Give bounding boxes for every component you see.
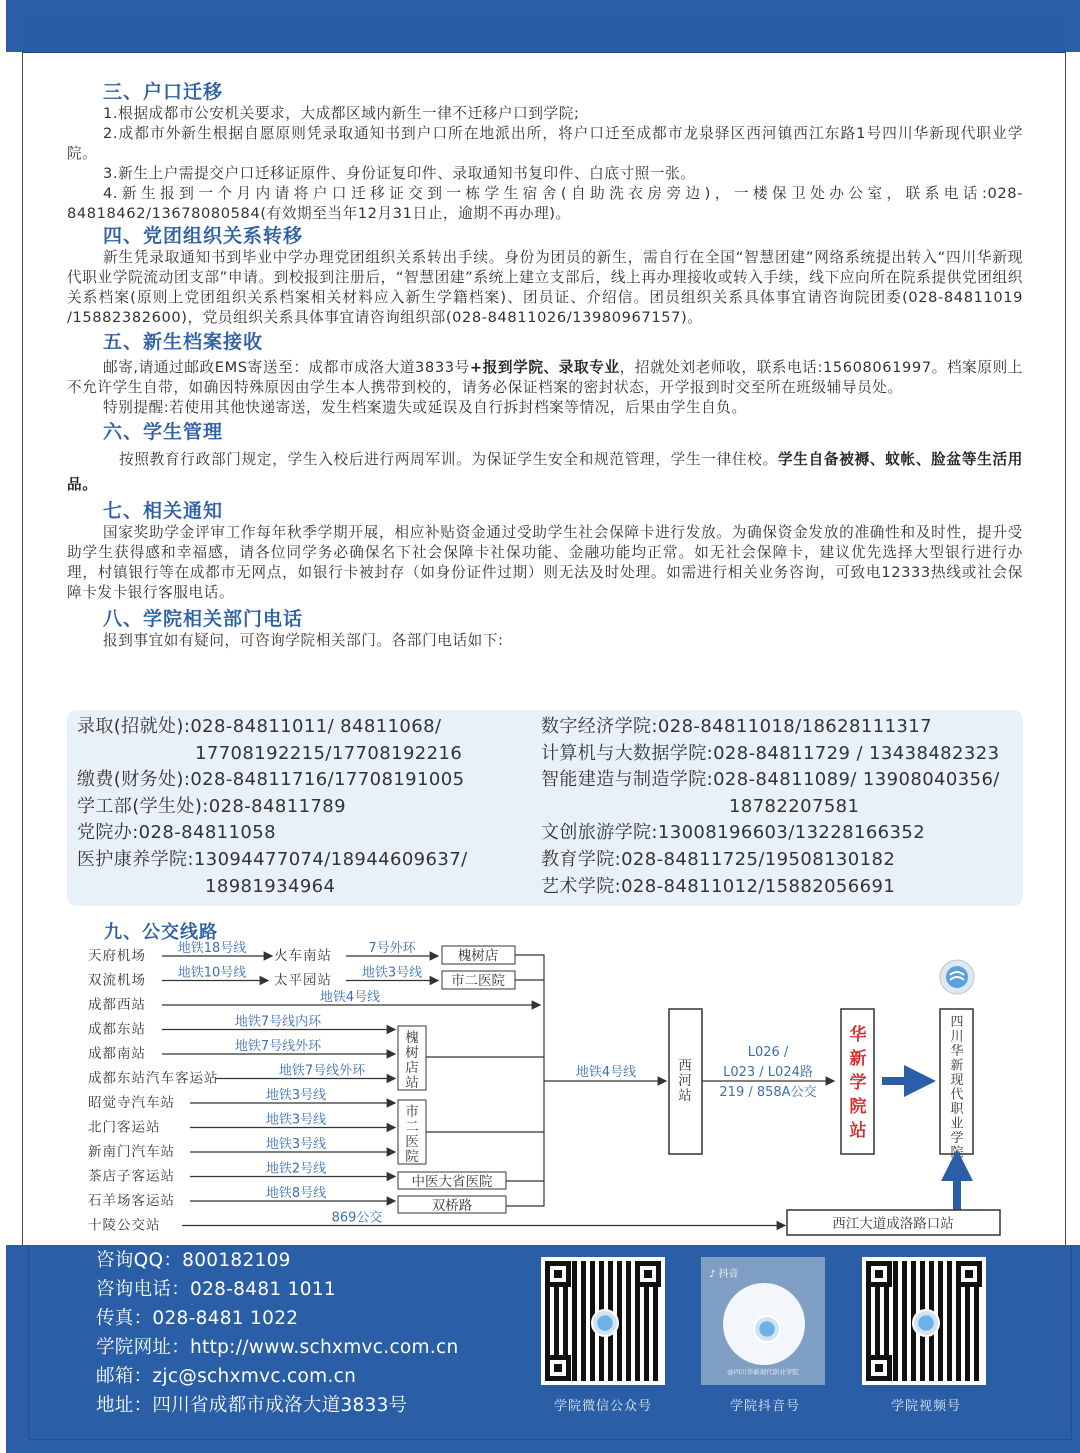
hukou-item-1: 1.根据成都市公安机关要求，大成都区域内新生一律不迁移户口到学院; [103, 105, 580, 122]
section-title-hukou: 三、户口迁移 [103, 81, 224, 103]
dept-label: 医护康养学院: [77, 848, 194, 870]
phones-intro: 报到事宜如有疑问，可咨询学院相关部门。各部门电话如下: [103, 632, 504, 649]
contact-email[interactable]: 邮箱：zjc@schxmvc.com.cn [96, 1366, 357, 1387]
box-xihe-station-label: 西河站 [678, 1058, 692, 1104]
route-origin: 昭觉寺汽车站 [88, 1095, 175, 1111]
dept-phone: 028-84811089/ 13908040356/ [713, 769, 1000, 791]
trunk-connectors [426, 955, 666, 1206]
box-tcm-hospital-label: 中医大省医院 [411, 1174, 493, 1190]
bus-line-label: L026 / [747, 1045, 789, 1060]
route-origin: 新南门汽车站 [88, 1144, 175, 1160]
douyin-qr-caption: 学院抖音号 [729, 1399, 800, 1414]
archive-text-b: ，招就处刘老师收，联系电话:15608061997。档案原则上不允许学生自带，如确因特殊原因由学生本人携带到校的，请务必保证档案的密封状态，开学报到时交至所在班级辅导员处。 [67, 359, 1024, 396]
dept-phone-cont: 18981934964 [205, 875, 336, 897]
phone-entry [541, 714, 1000, 741]
bus-line-label: 219 / 858A公交 [719, 1085, 817, 1100]
college-logo-icon [940, 960, 974, 994]
management-text-a: 按照教育行政部门规定，学生入校后进行两周军训。为保证学生安全和规范管理，学生一律住校。 [119, 451, 778, 468]
wechat-qr-caption: 学院微信公众号 [553, 1399, 652, 1414]
box-college-label: 四川华新现代职业学院 [950, 1015, 964, 1161]
bus-line-label: L023 / L024路 [723, 1065, 813, 1080]
wechat-qr-icon[interactable] [541, 1257, 665, 1385]
phone-entry [541, 820, 1000, 847]
phone-entry [541, 847, 1000, 874]
dept-phone: 13094477074/18944609637/ [193, 848, 468, 870]
channels-qr-icon[interactable] [862, 1257, 986, 1385]
section-title-bus-routes: 九、公交线路 [104, 922, 218, 943]
route-origin: 茶店子客运站 [88, 1168, 175, 1185]
frame-header-band [22, 16, 1066, 53]
route-line-label: 地铁7号线内环 [234, 1014, 322, 1030]
route-origin: 双流机场 [88, 972, 146, 989]
phone-entry [77, 820, 468, 847]
contact-qq: 咨询QQ：800182109 [96, 1250, 291, 1271]
section-title-management: 六、学生管理 [103, 421, 224, 443]
box-xijiang-label: 西江大道成洛路口站 [832, 1216, 954, 1232]
archive-text [67, 358, 1023, 398]
route-origin: 成都东站汽车客运站 [88, 1070, 219, 1087]
department-phone-box [67, 710, 1023, 906]
box-shier-station-label: 市二医院 [405, 1104, 419, 1165]
route-origin: 天府机场 [88, 948, 146, 964]
management-text [67, 447, 1023, 497]
dept-label: 学工部(学生处): [77, 795, 209, 817]
dept-label: 艺术学院: [541, 875, 622, 897]
phone-entry [77, 794, 468, 821]
route-origin: 北门客运站 [88, 1119, 161, 1136]
dept-label: 党院办: [77, 822, 139, 844]
archive-text-a: 邮寄,请通过邮政EMS寄送至：成都市成洛大道3833号 [103, 359, 470, 376]
trunk-line-label: 地铁4号线 [575, 1065, 637, 1080]
dept-phone: 028-84811018/18628111317 [657, 716, 932, 737]
route-origin: 石羊场客运站 [88, 1193, 175, 1209]
phone-entry [541, 741, 1000, 768]
contact-info [96, 1246, 459, 1420]
contact-address: 地址：四川省成都市成洛大道3833号 [96, 1395, 408, 1416]
phone-entry [77, 767, 468, 794]
douyin-brand-label: 抖音 [718, 1269, 739, 1280]
route-line-label: 地铁8号线 [265, 1186, 327, 1201]
route-line-label: 地铁2号线 [265, 1161, 327, 1177]
contact-website[interactable]: 学院网址：http://www.schxmvc.com.cn [96, 1337, 459, 1358]
route-line-label: 地铁18号线 [177, 941, 247, 956]
dept-phone: 13008196603/13228166352 [657, 822, 926, 844]
dept-phone: 028-84811058 [138, 822, 276, 844]
route-line-label: 地铁3号线 [265, 1112, 327, 1128]
contact-phone: 咨询电话：028-8481 1011 [96, 1279, 336, 1300]
douyin-brand: ♪ 抖音 [709, 1269, 739, 1280]
hukou-item-3: 3.新生上户需提交户口迁移证原件、身份证复印件、录取通知书复印件、白底寸照一张。 [103, 165, 696, 182]
box-shuangqiao-label: 双桥路 [431, 1198, 473, 1214]
dept-phone-cont: 17708192215/17708192216 [195, 742, 463, 764]
dept-phone: 028-84811789 [208, 795, 346, 817]
route-origin: 成都东站 [88, 1021, 146, 1038]
route-line-label: 地铁7号线外环 [234, 1039, 322, 1054]
dept-phone: 028-84811012/15882056691 [621, 875, 896, 897]
route-line-label: 7号外环 [368, 941, 416, 956]
main-content [67, 80, 1023, 651]
dept-phone-cont: 18782207581 [729, 795, 860, 817]
route-line-label: 地铁7号线外环 [278, 1063, 366, 1079]
archive-notice: 特别提醒:若使用其他快递寄送，发生档案遗失或延误及自行拆封档案等情况，后果由学生自负。 [103, 399, 747, 416]
dept-label: 缴费(财务处): [77, 769, 191, 791]
route-line-label: 地铁3号线 [265, 1137, 327, 1152]
archive-text-bold: +报到学院、录取专业 [469, 359, 620, 376]
dept-label: 数字经济学院: [541, 716, 658, 737]
phone-entry [77, 714, 468, 741]
hukou-item-4: 4.新生报到一个月内请将户口迁移证交到一栋学生宿舍(自助洗衣房旁边)，一楼保卫处办公室，联系电话:028-84818462/13678080584(有效期至当年12月31日止，逾期不再办理)。 [67, 185, 1023, 222]
douyin-qr-icon[interactable] [701, 1257, 825, 1385]
section-title-notice: 七、相关通知 [103, 500, 224, 522]
section-title-archive: 五、新生档案接收 [103, 331, 264, 353]
phone-entry [77, 847, 468, 874]
dept-phone: 028-84811729 / 13438482323 [713, 742, 1000, 764]
dept-phone: 028-84811716/17708191005 [190, 769, 465, 791]
dept-label: 教育学院: [541, 848, 622, 870]
box-huaishudian-station-label: 槐树店站 [405, 1030, 419, 1091]
management-text-bold: 学生自备被褥、蚊帐、脸盆等生活用品。 [67, 451, 1023, 493]
phone-entry [541, 767, 1000, 794]
douyin-account: @四川华新现代职业学院 [727, 1368, 799, 1376]
channels-qr-caption: 学院视频号 [890, 1399, 961, 1414]
dept-label: 智能建造与制造学院: [541, 769, 714, 791]
phone-column-left [77, 714, 468, 900]
route-line-label: 869公交 [331, 1210, 383, 1226]
transfer-station: 太平园站 [274, 972, 332, 989]
route-line-label: 地铁3号线 [265, 1088, 327, 1103]
section-title-phones: 八、学院相关部门电话 [103, 608, 304, 630]
route-line-label: 地铁4号线 [319, 990, 381, 1005]
dept-label: 录取(招就处): [77, 716, 191, 737]
dept-label: 文创旅游学院: [541, 822, 658, 844]
route-origin: 十陵公交站 [88, 1217, 161, 1234]
hukou-item-2: 2.成都市外新生根据自愿原则凭录取通知书到户口所在地派出所，将户口迁至成都市龙泉驿区西河镇西江东路1号四川华新现代职业学院。 [67, 125, 1023, 162]
bus-route-diagram [0, 930, 1080, 1245]
box-shier-hospital-label: 市二医院 [451, 973, 505, 989]
dept-phone: 028-84811725/19508130182 [621, 848, 896, 870]
notice-text: 国家奖助学金评审工作每年秋季学期开展，相应补贴资金通过受助学生社会保障卡进行发放。为确保资金发放的准确性和及时性，提升受助学生获得感和幸福感，请各位同学务必确保名下社会保障卡社保功能、金融功能均正常。如无社会保障卡，建议优先选择大型银行进行办理，村镇银行等在成都市无网点，如银行卡被封存（如身份证件过期）则无法及时处理。如需进行相关业务咨询，可致电12333热线或社会保障卡发卡银行客服电话。 [67, 524, 1023, 601]
box-huaishudian-label: 槐树店 [457, 948, 499, 964]
route-line-label: 地铁3号线 [361, 965, 423, 981]
contact-fax: 传真：028-8481 1022 [96, 1308, 299, 1329]
dept-label: 计算机与大数据学院: [541, 742, 714, 764]
route-origin: 成都西站 [88, 997, 146, 1013]
route-line-label: 地铁10号线 [177, 965, 247, 981]
phone-entry [541, 874, 1000, 901]
route-origin: 成都南站 [88, 1046, 146, 1062]
section-title-party: 四、党团组织关系转移 [103, 225, 304, 247]
transfer-station: 火车南站 [274, 948, 332, 964]
party-transfer-text: 新生凭录取通知书到毕业中学办理党团组织关系转出手续。身份为团员的新生，需自行在全国“智慧团建”网络系统提出转入“四川华新现代职业学院流动团支部”申请。到校报到注册后，“智慧团建”系统上建立支部后，线上再办理接收或转入手续，线下应向所在院系提供党团组织关系档案(原则上党团组织关系档案相关材料应入新生学籍档案)、团员证、介绍信。团员组织关系具体事宜请咨询院团委(028-84811019 /15882382600)，党员组织关系具体事宜请咨询组织部(028-84811026/13980967157)。 [67, 249, 1023, 326]
box-huaxin-station-label: 华新学院站 [849, 1025, 867, 1141]
dept-phone: 028-84811011/ 84811068/ [190, 716, 442, 737]
phone-column-right [541, 714, 1000, 900]
